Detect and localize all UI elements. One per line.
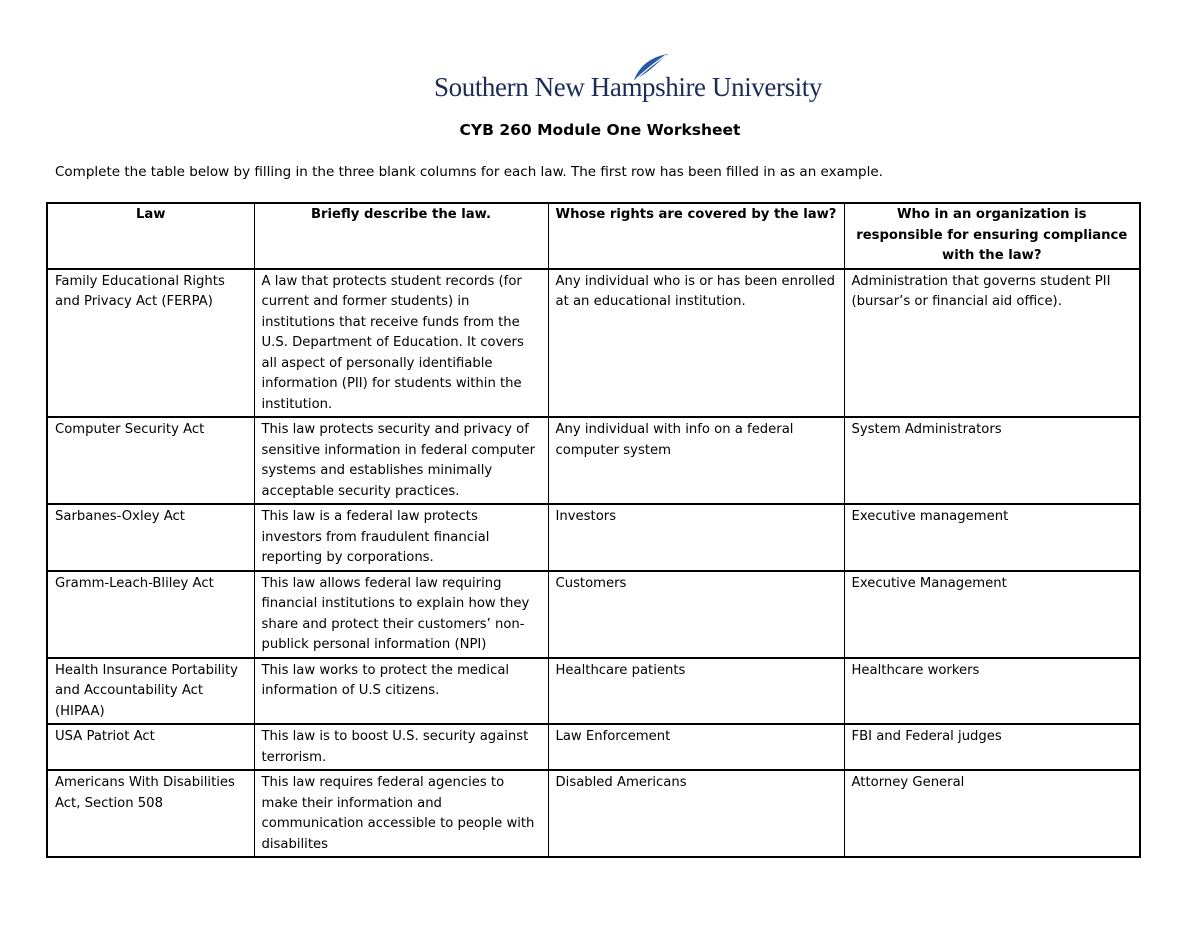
- description-cell: This law is a federal law protects investors from fraudulent financial reporting by corporations.: [254, 504, 548, 571]
- description-cell: A law that protects student records (for current and former students) in institutions that receive funds from the U.S. Department of Education. It covers all aspect of personally identifiable information (PII) for students within the institution.: [254, 269, 548, 418]
- header-law: Law: [47, 203, 254, 269]
- header-responsible: Who in an organization is responsible for ensuring compliance with the law?: [844, 203, 1140, 269]
- table-row: [47, 571, 1140, 658]
- rights-cell: Healthcare patients: [548, 658, 844, 725]
- law-cell: Computer Security Act: [47, 417, 254, 504]
- table-row: [47, 269, 1140, 418]
- law-cell: Health Insurance Portability and Accountability Act (HIPAA): [47, 658, 254, 725]
- responsible-cell: FBI and Federal judges: [844, 724, 1140, 770]
- header-rights: Whose rights are covered by the law?: [548, 203, 844, 269]
- responsible-cell: Administration that governs student PII (bursar’s or financial aid office).: [844, 269, 1140, 418]
- description-cell: This law is to boost U.S. security against terrorism.: [254, 724, 548, 770]
- rights-cell: Law Enforcement: [548, 724, 844, 770]
- rights-cell: Customers: [548, 571, 844, 658]
- law-cell: Gramm-Leach-Bliley Act: [47, 571, 254, 658]
- table-row: [47, 417, 1140, 504]
- responsible-cell: Healthcare workers: [844, 658, 1140, 725]
- table-row: [47, 504, 1140, 571]
- rights-cell: Disabled Americans: [548, 770, 844, 857]
- description-cell: This law requires federal agencies to make their information and communication accessible to people with disabilites: [254, 770, 548, 857]
- law-cell: Sarbanes-Oxley Act: [47, 504, 254, 571]
- responsible-cell: Executive management: [844, 504, 1140, 571]
- responsible-cell: Executive Management: [844, 571, 1140, 658]
- description-cell: This law allows federal law requiring financial institutions to explain how they share and protect their customers’ non-publick personal information (NPI): [254, 571, 548, 658]
- rights-cell: Any individual who is or has been enrolled at an educational institution.: [548, 269, 844, 418]
- responsible-cell: System Administrators: [844, 417, 1140, 504]
- table-row: [47, 770, 1140, 857]
- university-name: Southern New Hampshire University: [434, 72, 822, 102]
- law-cell: Americans With Disabilities Act, Section 508: [47, 770, 254, 857]
- rights-cell: Investors: [548, 504, 844, 571]
- law-cell: Family Educational Rights and Privacy Act (FERPA): [47, 269, 254, 418]
- responsible-cell: Attorney General: [844, 770, 1140, 857]
- laws-table: [46, 202, 1141, 858]
- table-row: [47, 724, 1140, 770]
- description-cell: This law works to protect the medical information of U.S citizens.: [254, 658, 548, 725]
- university-logo: [434, 52, 822, 108]
- description-cell: This law protects security and privacy of sensitive information in federal computer systems and establishes minimally acceptable security practices.: [254, 417, 548, 504]
- table-header-row: [47, 203, 1140, 269]
- table-row: [47, 658, 1140, 725]
- header-description: Briefly describe the law.: [254, 203, 548, 269]
- worksheet-title: CYB 260 Module One Worksheet: [459, 121, 741, 139]
- law-cell: USA Patriot Act: [47, 724, 254, 770]
- worksheet-instructions: Complete the table below by filling in the three blank columns for each law. The first row has been filled in as an example.: [55, 164, 883, 180]
- rights-cell: Any individual with info on a federal computer system: [548, 417, 844, 504]
